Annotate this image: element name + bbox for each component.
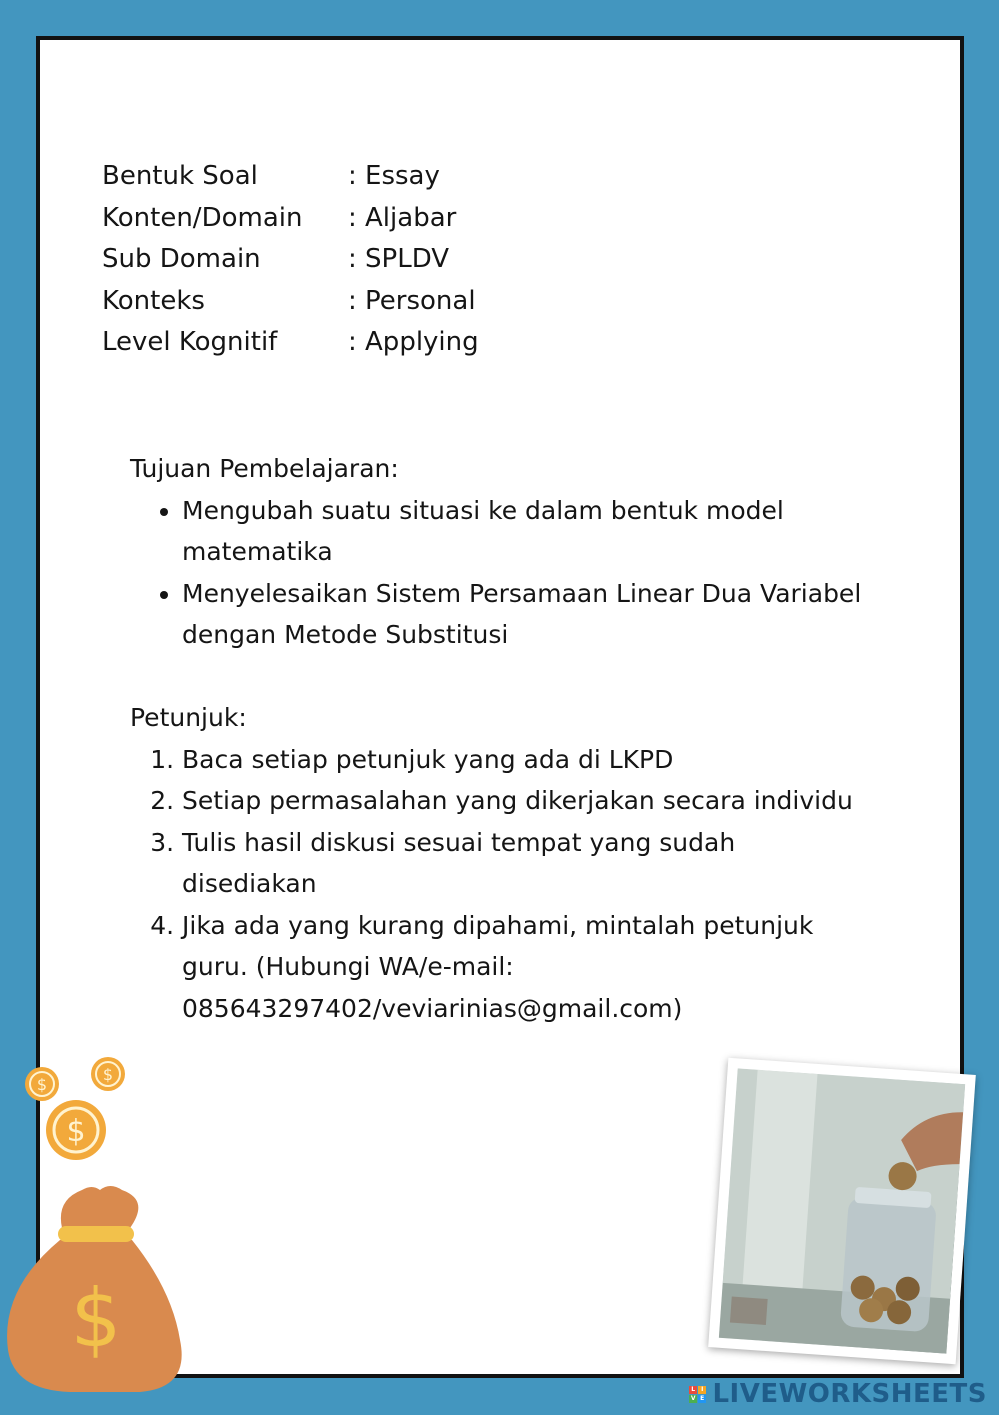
meta-value: : Applying xyxy=(348,327,479,357)
meta-value: : Essay xyxy=(348,161,440,191)
question-metadata xyxy=(102,156,479,364)
coin-jar-icon xyxy=(719,1068,965,1353)
learning-goal-item: • Mengubah suatu situasi ke dalam bentuk model matematika xyxy=(182,490,870,573)
instruction-item: 2. Setiap permasalahan yang dikerjakan secara individu xyxy=(182,780,870,822)
learning-goals-list xyxy=(130,490,870,656)
instructions-list xyxy=(130,739,870,1030)
instruction-item: 3. Tulis hasil diskusi sesuai tempat yang sudah disediakan xyxy=(182,822,870,905)
instruction-item: 1. Baca setiap petunjuk yang ada di LKPD xyxy=(182,739,870,781)
instruction-item: 4. Jika ada yang kurang dipahami, mintalah petunjuk guru. (Hubungi WA/e-mail: 085643297402/veviarinias@gmail.com) xyxy=(182,905,870,1030)
coin-jar-image xyxy=(719,1068,965,1353)
liveworksheets-logo-icon: L I V E xyxy=(690,1385,705,1402)
learning-goals-title: Tujuan Pembelajaran: xyxy=(130,454,399,483)
meta-row-question-type xyxy=(102,156,479,198)
meta-row-subdomain xyxy=(102,239,479,281)
meta-label: Sub Domain xyxy=(102,244,261,274)
meta-row-cognitive-level xyxy=(102,322,479,364)
coin-symbol: $ xyxy=(66,1114,86,1149)
liveworksheets-watermark xyxy=(689,1379,987,1409)
learning-goal-item: • Menyelesaikan Sistem Persamaan Linear Dua Variabel dengan Metode Substitusi xyxy=(182,573,870,656)
instructions-title: Petunjuk: xyxy=(130,703,247,732)
meta-value: : Personal xyxy=(348,285,476,316)
worksheet-content xyxy=(130,448,870,1029)
watermark-text: LIVEWORKSHEETS xyxy=(712,1379,987,1409)
coin-symbol: $ xyxy=(102,1065,114,1084)
money-bag-icon xyxy=(0,1050,200,1400)
meta-row-domain xyxy=(102,198,479,240)
bag-symbol: $ xyxy=(70,1272,122,1365)
coin-jar-photo xyxy=(708,1058,976,1365)
meta-label: Level Kognitif xyxy=(102,327,278,357)
meta-label: Konten/Domain xyxy=(102,202,303,233)
meta-label: Bentuk Soal xyxy=(102,161,258,191)
meta-value: : Aljabar xyxy=(348,202,457,233)
coin-symbol: $ xyxy=(36,1075,48,1094)
money-bag-illustration xyxy=(0,1050,200,1404)
meta-row-context xyxy=(102,281,479,323)
meta-label: Konteks xyxy=(102,285,205,316)
meta-value: : SPLDV xyxy=(348,244,450,274)
